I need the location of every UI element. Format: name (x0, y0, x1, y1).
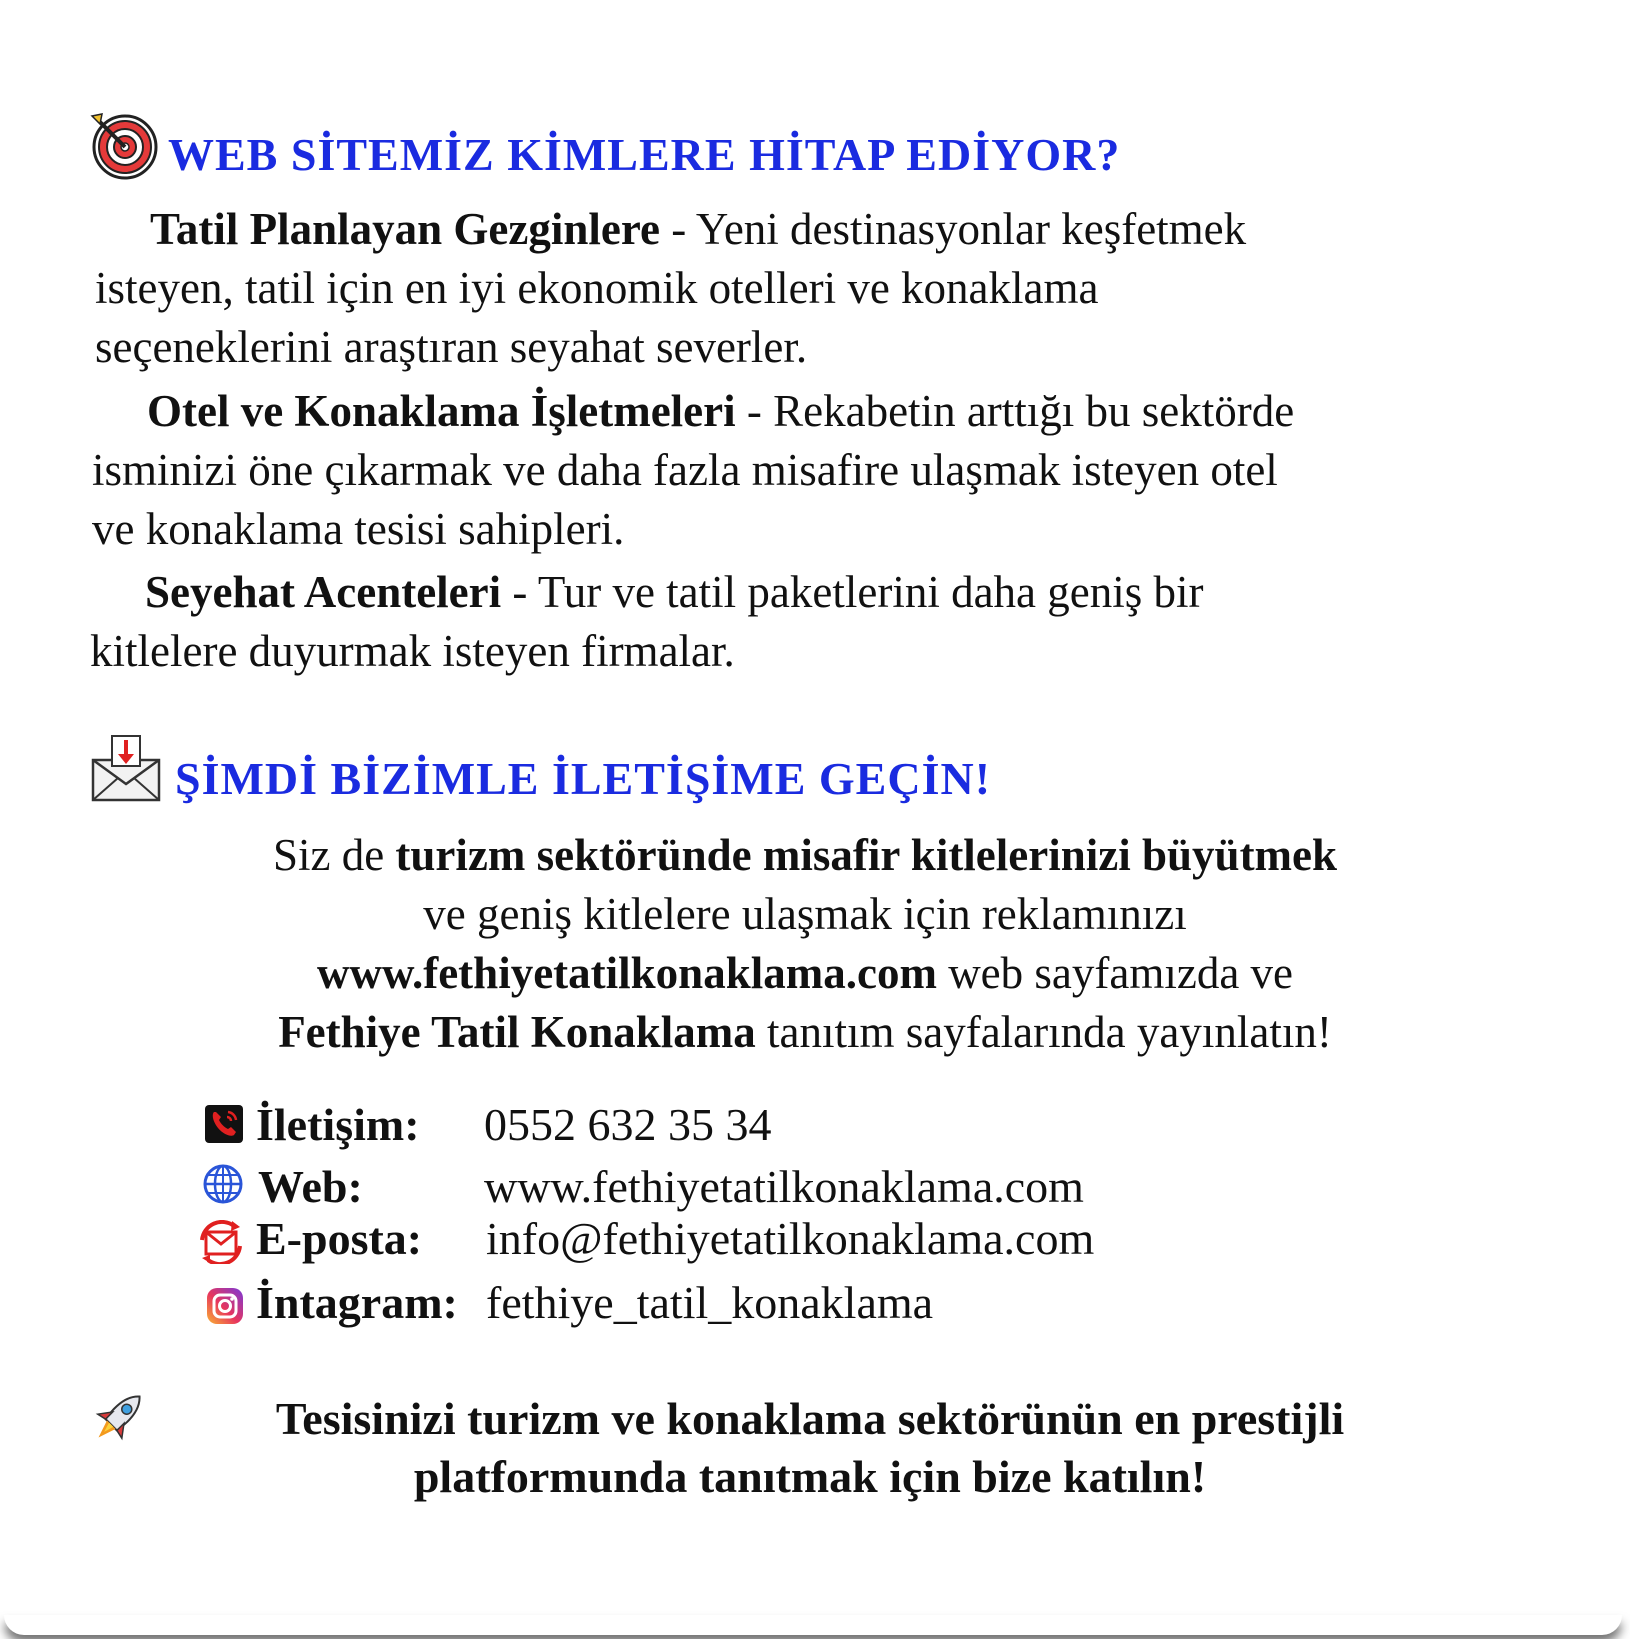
footer-call-to-action (90, 1390, 1530, 1506)
audience-title: Tatil Planlayan Gezginlere (150, 204, 661, 254)
invitation-line (95, 944, 1515, 1003)
invitation-line (95, 826, 1515, 885)
audience-text: isteyen, tatil için en iyi ekonomik otelleri ve konaklama (95, 263, 1099, 313)
section1-heading: WEB SİTEMİZ KİMLERE HİTAP EDİYOR? (168, 129, 1121, 180)
footer-line: Tesisinizi turizm ve konaklama sektörünün en prestijli (275, 1393, 1345, 1444)
invitation-text: Siz de (272, 830, 396, 880)
audience-item-agencies (90, 563, 1570, 681)
instagram-icon (206, 1287, 244, 1325)
invitation-text: web sayfamızda ve (936, 948, 1294, 998)
audience-text: ve konaklama tesisi sahipleri. (92, 504, 625, 554)
contact-label-phone: İletişim: (256, 1099, 420, 1150)
audience-item-hotels (92, 382, 1602, 559)
audience-text: - Rekabetin arttığı bu sektörde (735, 386, 1295, 436)
audience-title: Seyehat Acenteleri (145, 567, 502, 617)
email-icon (198, 1220, 244, 1264)
audience-text: isminizi öne çıkarmak ve daha fazla misafire ulaşmak isteyen otel (92, 445, 1278, 495)
audience-text: - Yeni destinasyonlar keşfetmek (660, 204, 1247, 254)
contact-value-web[interactable]: www.fethiyetatilkonaklama.com (484, 1161, 1084, 1212)
audience-title: Otel ve Konaklama İşletmeleri (147, 386, 736, 436)
invitation-text: tanıtım sayfalarında yayınlatın! (755, 1007, 1332, 1057)
envelope-download-icon (90, 732, 162, 804)
contact-label-email: E-posta: (256, 1213, 423, 1264)
invitation-brand: Fethiye Tatil Konaklama (278, 1007, 756, 1057)
page-bottom-shadow (4, 1615, 1622, 1635)
phone-icon (204, 1104, 244, 1144)
invitation-url: www.fethiyetatilkonaklama.com (316, 948, 937, 998)
contact-value-instagram[interactable]: fethiye_tatil_konaklama (486, 1277, 934, 1328)
audience-text: seçeneklerini araştıran seyahat severler. (95, 322, 808, 372)
audience-item-travelers (95, 200, 1575, 377)
globe-icon (202, 1163, 244, 1205)
contact-value-email[interactable]: info@fethiyetatilkonaklama.com (486, 1213, 1095, 1264)
invitation-line (95, 1003, 1515, 1062)
contact-value-phone[interactable]: 0552 632 35 34 (484, 1099, 772, 1150)
invitation-bold: turizm sektöründe misafir kitlelerinizi büyütmek (395, 830, 1338, 880)
contact-invitation (95, 826, 1515, 1062)
target-icon (88, 110, 158, 180)
audience-text: kitlelere duyurmak isteyen firmalar. (90, 626, 735, 676)
audience-text: - Tur ve tatil paketlerini daha geniş bir (501, 567, 1204, 617)
footer-line: platformunda tanıtmak için bize katılın! (413, 1451, 1207, 1502)
section2-heading: ŞİMDİ BİZİMLE İLETİŞİME GEÇİN! (175, 753, 992, 804)
contact-label-web: Web: (258, 1161, 363, 1212)
invitation-line: ve geniş kitlelere ulaşmak için reklamınızı (423, 889, 1187, 939)
contact-label-instagram: İntagram: (256, 1277, 458, 1328)
